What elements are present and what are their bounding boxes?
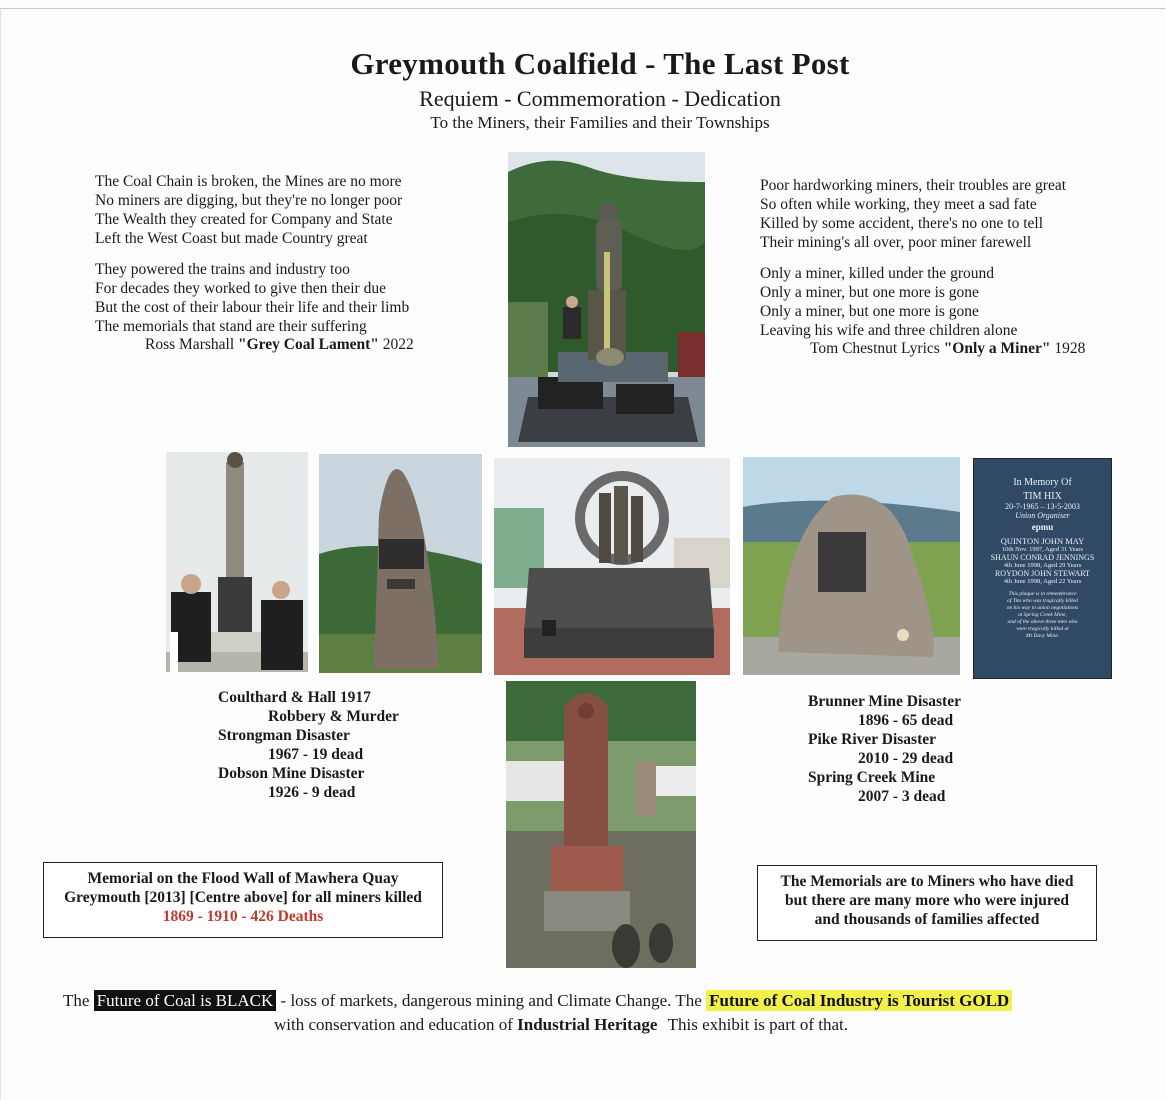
- plaque-name: TIM HIX: [1023, 491, 1062, 502]
- headstone-memorial-photo: [506, 681, 696, 968]
- poem-line: Left the West Coast but made Country great: [95, 230, 368, 247]
- epmu-logo: epmu: [1031, 522, 1054, 532]
- plaque-dates: 20-7-1965 – 13-5-2003: [1005, 502, 1080, 511]
- plaque-role: Union Organiser: [1015, 511, 1070, 520]
- caption-line: Brunner Mine Disaster: [808, 693, 961, 710]
- box-line: Greymouth [2013] [Centre above] for all miners killed: [64, 889, 422, 906]
- caption-line: 1926 - 9 dead: [268, 784, 356, 801]
- footer-text: This exhibit is part of that.: [667, 1015, 848, 1034]
- plaque-dates: 4th June 1998, Aged 22 Years: [1003, 578, 1082, 585]
- box-line: but there are many more who were injured: [785, 892, 1069, 909]
- industrial-heritage: Industrial Heritage: [517, 1015, 658, 1034]
- poem-line: Only a miner, but one more is gone: [760, 303, 979, 320]
- miner-statue-photo: [508, 152, 705, 447]
- poem-line: The memorials that stand are their suffering: [95, 318, 367, 335]
- page-title: Greymouth Coalfield - The Last Post: [350, 46, 850, 81]
- memorial-plaque: [973, 458, 1112, 679]
- poem-line: But the cost of their labour their life and their limb: [95, 299, 410, 316]
- plaque-inscription: were tragically killed at: [1016, 626, 1069, 632]
- poem-right-credit: [810, 340, 1085, 358]
- poem-line: They powered the trains and industry too: [95, 261, 350, 278]
- caption-line: Coulthard & Hall 1917: [218, 689, 371, 706]
- mawhera-quay-memorial-photo: [494, 458, 730, 675]
- caption-line: 1967 - 19 dead: [268, 746, 364, 763]
- caption-line: 1896 - 65 dead: [858, 712, 954, 729]
- plaque-name: SHAUN CONRAD JENNINGS: [990, 553, 1095, 562]
- poem-right: [760, 176, 1066, 340]
- caption-line: 2010 - 29 dead: [858, 750, 954, 767]
- caption-line: Robbery & Murder: [268, 708, 399, 725]
- poem-line: Only a miner, but one more is gone: [760, 284, 979, 301]
- plaque-inscription: and of the above three men who: [1007, 619, 1078, 625]
- plaque-inscription: This plaque is in remembrance: [1008, 591, 1077, 597]
- obelisk-memorial-photo: [166, 452, 308, 672]
- plaque-dates: 10th Nov. 1997, Aged 31 Years: [1001, 546, 1084, 553]
- credit-year: 2022: [382, 336, 414, 353]
- brunner-rock-memorial-photo: [743, 457, 960, 675]
- plaque-dates: 4th June 1998, Aged 29 Years: [1003, 562, 1082, 569]
- poem-line: Their mining's all over, poor miner farewell: [760, 234, 1032, 251]
- plaque-name: QUINTON JOHN MAY: [1000, 536, 1085, 546]
- caption-line: 2007 - 3 dead: [858, 788, 946, 805]
- credit-author: Ross Marshall: [145, 336, 235, 353]
- plaque-inscription: Mt Davy Mine.: [1025, 633, 1060, 639]
- memorials-note-box: [757, 865, 1097, 941]
- box-line: The Memorials are to Miners who have died: [780, 873, 1074, 890]
- flood-wall-memorial-box: [43, 862, 443, 938]
- gold-highlight: Future of Coal Industry is Tourist GOLD: [706, 990, 1012, 1011]
- caption-line: Spring Creek Mine: [808, 769, 936, 786]
- footer-text: The: [63, 991, 90, 1010]
- box-line: and thousands of families affected: [814, 911, 1040, 928]
- poem-line: So often while working, they meet a sad fate: [760, 196, 1037, 213]
- caption-left: [218, 688, 399, 802]
- footer-line-1: [63, 991, 1012, 1011]
- credit-year: 1928: [1054, 340, 1086, 357]
- poem-left: [95, 172, 409, 336]
- credit-author: Tom Chestnut Lyrics: [810, 340, 940, 357]
- plaque-name: ROYDON JOHN STEWART: [994, 569, 1091, 578]
- caption-line: Pike River Disaster: [808, 731, 936, 748]
- poem-line: No miners are digging, but they're no longer poor: [95, 192, 403, 209]
- plaque-inscription: of Tim who was tragically killed: [1007, 598, 1078, 604]
- footer-text: - loss of markets, dangerous mining and Climate Change. The: [276, 991, 702, 1010]
- poem-line: Only a miner, killed under the ground: [760, 265, 994, 282]
- poem-line: The Coal Chain is broken, the Mines are no more: [95, 173, 402, 190]
- poem-left-credit: [145, 336, 414, 354]
- poem-line: The Wealth they created for Company and State: [95, 211, 393, 228]
- stone-memorial-photo: [319, 454, 482, 673]
- credit-work: "Only a Miner": [943, 340, 1051, 357]
- poem-line: Killed by some accident, there's no one to tell: [760, 215, 1044, 232]
- caption-right: [808, 692, 961, 806]
- death-toll: 1869 - 1910 - 426 Deaths: [162, 908, 324, 925]
- poem-line: For decades they worked to give then their due: [95, 280, 386, 297]
- poem-line: Leaving his wife and three children alone: [760, 322, 1018, 339]
- page-dedication: To the Miners, their Families and their Townships: [430, 113, 770, 132]
- footer-line-2: [274, 1015, 848, 1035]
- box-line: Memorial on the Flood Wall of Mawhera Quay: [87, 870, 399, 887]
- page-subtitle: Requiem - Commemoration - Dedication: [419, 86, 781, 111]
- plaque-inscription: at Spring Creek Mine,: [1018, 612, 1067, 618]
- plaque-heading: In Memory Of: [1013, 477, 1072, 488]
- caption-line: Strongman Disaster: [218, 727, 350, 744]
- caption-line: Dobson Mine Disaster: [218, 765, 365, 782]
- black-highlight: Future of Coal is BLACK: [94, 990, 277, 1011]
- plaque-inscription: on his way to union negotiations: [1006, 605, 1079, 611]
- footer-text: with conservation and education of: [274, 1015, 513, 1034]
- credit-work: "Grey Coal Lament": [238, 336, 379, 353]
- poem-line: Poor hardworking miners, their troubles are great: [760, 177, 1067, 194]
